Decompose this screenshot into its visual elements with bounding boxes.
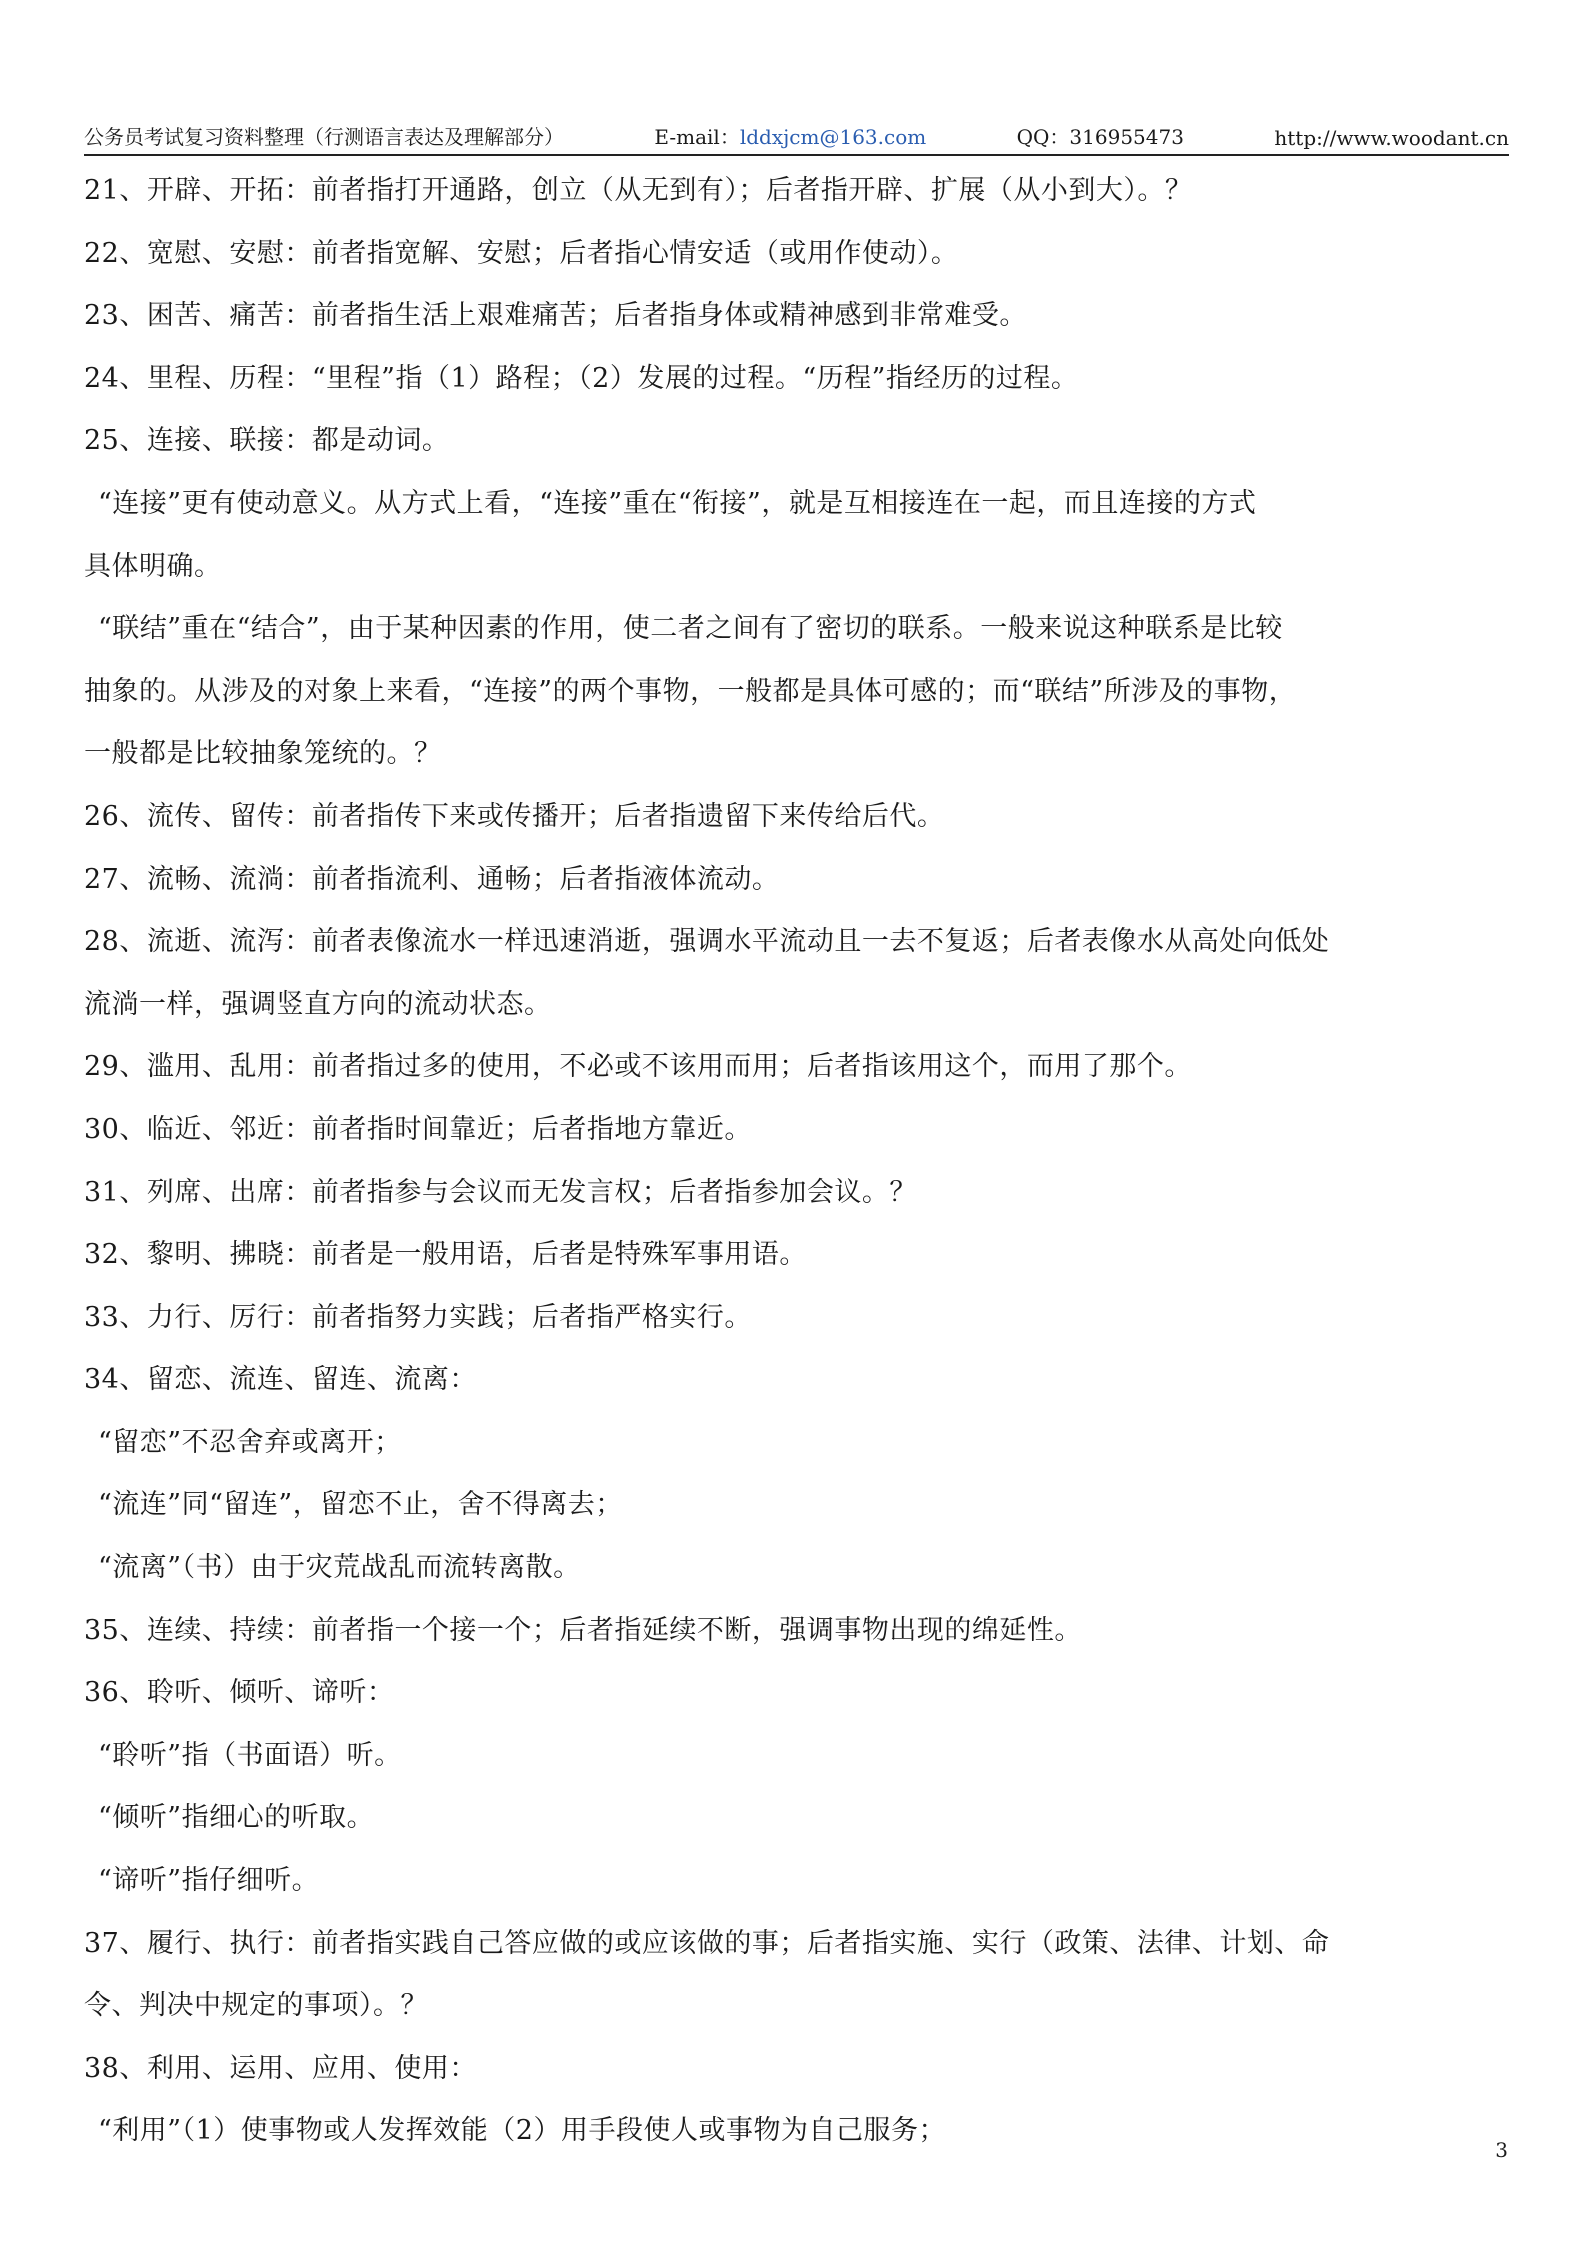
text-line: 具体明确。 (84, 550, 222, 582)
text-line: 24、里程、历程：“里程”指（1）路程；（2）发展的过程。“历程”指经历的过程。 (84, 362, 1079, 394)
text-line: 31、列席、出席：前者指参与会议而无发言权；后者指参加会议。？ (84, 1176, 917, 1208)
text-line: 36、聆听、倾听、谛听： (84, 1677, 395, 1709)
text-line: 32、黎明、拂晓：前者是一般用语，后者是特殊军事用语。 (84, 1239, 807, 1271)
text-line: “流离”（书）由于灾荒战乱而流转离散。 (98, 1552, 581, 1584)
text-line: 23、困苦、痛苦：前者指生活上艰难痛苦；后者指身体或精神感到非常难受。 (84, 300, 1027, 332)
text-line: 37、履行、执行：前者指实践自己答应做的或应该做的事；后者指实施、实行（政策、法律、计划、命 (84, 1927, 1330, 1959)
text-line: 28、流逝、流泻：前者表像流水一样迅速消逝，强调水平流动且一去不复返；后者表像水从高处向低处 (84, 926, 1330, 958)
header-title: 公务员考试复习资料整理（行测语言表达及理解部分） (84, 125, 564, 149)
text-line: “联结”重在“结合”，由于某种因素的作用，使二者之间有了密切的联系。一般来说这种联系是比较 (98, 613, 1283, 645)
text-line: 25、连接、联接：都是动词。 (84, 425, 450, 457)
text-line: 34、留恋、流连、留连、流离： (84, 1364, 477, 1396)
text-line: 26、流传、留传：前者指传下来或传播开；后者指遗留下来传给后代。 (84, 800, 945, 832)
header-email (654, 121, 926, 150)
text-line: 22、宽慰、安慰：前者指宽解、安慰；后者指心情安适（或用作使动）。 (84, 237, 959, 269)
text-line: 抽象的。从涉及的对象上来看，“连接”的两个事物，一般都是具体可感的；而“联结”所涉及的事物， (84, 675, 1297, 707)
text-line: 30、临近、邻近：前者指时间靠近；后者指地方靠近。 (84, 1113, 752, 1145)
page-number: 3 (1495, 2138, 1508, 2162)
text-line: “连接”更有使动意义。从方式上看，“连接”重在“衔接”，就是互相接连在一起，而且连接的方式 (98, 487, 1257, 519)
text-line: “谛听”指仔细听。 (98, 1865, 320, 1897)
text-line: 38、利用、运用、应用、使用： (84, 2052, 477, 2084)
header-url[interactable]: http://www.woodant.cn (1274, 126, 1509, 150)
text-line: 一般都是比较抽象笼统的。？ (84, 738, 442, 770)
text-line: 令、判决中规定的事项）。？ (84, 1990, 428, 2022)
text-line: 27、流畅、流淌：前者指流利、通畅；后者指液体流动。 (84, 863, 780, 895)
text-line: 流淌一样，强调竖直方向的流动状态。 (84, 988, 552, 1020)
text-line: 21、开辟、开拓：前者指打开通路，创立（从无到有）；后者指开辟、扩展（从小到大）。？ (84, 175, 1193, 206)
text-line: “流连”同“留连”，留恋不止，舍不得离去； (98, 1489, 623, 1521)
page-header (84, 118, 1509, 156)
header-qq: QQ：316955473 (1016, 125, 1184, 149)
text-line: 33、力行、厉行：前者指努力实践；后者指严格实行。 (84, 1301, 752, 1333)
text-line: “留恋”不忍舍弃或离开； (98, 1426, 402, 1458)
text-line: “利用”（1）使事物或人发挥效能（2）用手段使人或事物为自己服务； (98, 2115, 946, 2147)
email-address[interactable]: lddxjcm@163.com (739, 125, 927, 149)
document-body (84, 160, 1509, 2163)
text-line: “倾听”指细心的听取。 (98, 1802, 375, 1834)
email-label: E-mail： (654, 125, 740, 149)
text-line: 29、滥用、乱用：前者指过多的使用，不必或不该用而用；后者指该用这个，而用了那个。 (84, 1051, 1192, 1083)
text-line: 35、连续、持续：前者指一个接一个；后者指延续不断，强调事物出现的绵延性。 (84, 1614, 1082, 1646)
text-line: “聆听”指（书面语）听。 (98, 1739, 402, 1771)
